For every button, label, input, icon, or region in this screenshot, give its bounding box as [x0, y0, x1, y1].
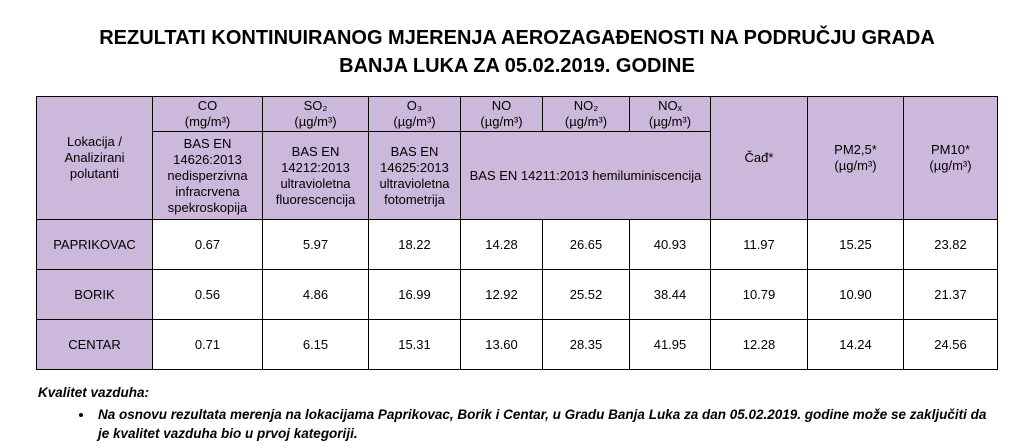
- value-cell: 26.65: [543, 220, 630, 270]
- pollutant-unit-pm10: (µg/m³): [929, 158, 972, 173]
- value-cell: 15.25: [808, 220, 904, 270]
- header-cell-no2: [543, 97, 630, 132]
- report-title: [47, 24, 987, 80]
- footnote-bullet: • Na osnovu rezultata merenja na lokacijama Paprikovac, Borik i Centar, u Gradu Banja Luka za dan 05.02.2019. godine može se zaključiti da je kvalitet vazduha bio u prvoj kategoriji.: [94, 405, 994, 443]
- pollutant-label-o3: O₃: [406, 98, 423, 113]
- pollutant-unit-o3: (µg/m³): [393, 114, 436, 129]
- pollutant-unit-no2: (µg/m³): [564, 114, 608, 129]
- value-cell: 41.95: [630, 320, 711, 370]
- value-cell: 25.52: [543, 270, 630, 320]
- method-cell-no-group: BAS EN 14211:2013 hemiluminiscencija: [461, 132, 711, 220]
- location-cell: CENTAR: [37, 320, 153, 370]
- value-cell: 10.79: [711, 270, 808, 320]
- header-cell-nox: [630, 97, 711, 132]
- pollutant-unit-no: (µg/m³): [480, 114, 523, 129]
- value-cell: 14.24: [808, 320, 904, 370]
- value-cell: 14.28: [461, 220, 543, 270]
- header-cell-no: [461, 97, 543, 132]
- value-cell: 15.31: [369, 320, 461, 370]
- pollutant-unit-co: (mg/m³): [184, 114, 231, 129]
- method-cell-so2: BAS EN 14212:2013 ultravioletna fluorescencija: [263, 132, 369, 220]
- value-cell: 12.28: [711, 320, 808, 370]
- value-cell: 4.86: [263, 270, 369, 320]
- pollutant-label-cadj: Čađ*: [744, 150, 774, 165]
- pollutant-unit-so2: (µg/m³): [294, 114, 337, 129]
- header-cell-pm25: [808, 97, 904, 220]
- value-cell: 21.37: [904, 270, 998, 320]
- pollutant-label-no2: NO₂: [573, 98, 599, 113]
- method-cell-co: BAS EN 14626:2013 nedisperzivna infracrvena spekroskopija: [153, 132, 263, 220]
- value-cell: 28.35: [543, 320, 630, 370]
- value-cell: 10.90: [808, 270, 904, 320]
- value-cell: 0.67: [153, 220, 263, 270]
- value-cell: 0.56: [153, 270, 263, 320]
- footnote-heading: Kvalitet vazduha:: [38, 385, 150, 400]
- header-cell-pm10: [904, 97, 998, 220]
- pollutant-label-nox: NOₓ: [658, 98, 682, 113]
- value-cell: 5.97: [263, 220, 369, 270]
- report-title-line2: BANJA LUKA ZA 05.02.2019. GODINE: [339, 55, 695, 77]
- location-cell: PAPRIKOVAC: [37, 220, 153, 270]
- method-cell-o3: BAS EN 14625:2013 ultravioletna fotometrija: [369, 132, 461, 220]
- value-cell: 12.92: [461, 270, 543, 320]
- footnote-list: [38, 405, 994, 443]
- table-row-paprikovac: [37, 220, 998, 270]
- value-cell: 16.99: [369, 270, 461, 320]
- location-cell: BORIK: [37, 270, 153, 320]
- pollutant-label-pm25: PM2,5*: [834, 142, 877, 157]
- value-cell: 23.82: [904, 220, 998, 270]
- value-cell: 6.15: [263, 320, 369, 370]
- value-cell: 13.60: [461, 320, 543, 370]
- value-cell: 11.97: [711, 220, 808, 270]
- value-cell: 38.44: [630, 270, 711, 320]
- value-cell: 18.22: [369, 220, 461, 270]
- header-cell-so2: [263, 97, 369, 132]
- value-cell: 40.93: [630, 220, 711, 270]
- pollutant-label-pm10: PM10*: [930, 142, 971, 157]
- table-row-centar: [37, 320, 998, 370]
- header-cell-co: [153, 97, 263, 132]
- report-title-line1: REZULTATI KONTINUIRANOG MJERENJA AEROZAGAĐENOSTI NA PODRUČJU GRADA: [99, 27, 935, 49]
- pollutant-label-so2: SO₂: [303, 98, 328, 113]
- pollutant-label-co: CO: [197, 98, 218, 113]
- results-table: [36, 96, 998, 370]
- pollutant-label-no: NO: [491, 98, 512, 113]
- header-cell-cadj: [711, 97, 808, 220]
- header-cell-o3: [369, 97, 461, 132]
- row-header-label: Lokacija / Analizirani polutanti: [37, 97, 153, 220]
- value-cell: 0.71: [153, 320, 263, 370]
- pollutant-unit-nox: (µg/m³): [648, 114, 692, 129]
- value-cell: 24.56: [904, 320, 998, 370]
- air-quality-note: [38, 383, 994, 443]
- pollutant-unit-pm25: (µg/m³): [834, 158, 877, 173]
- table-row-borik: [37, 270, 998, 320]
